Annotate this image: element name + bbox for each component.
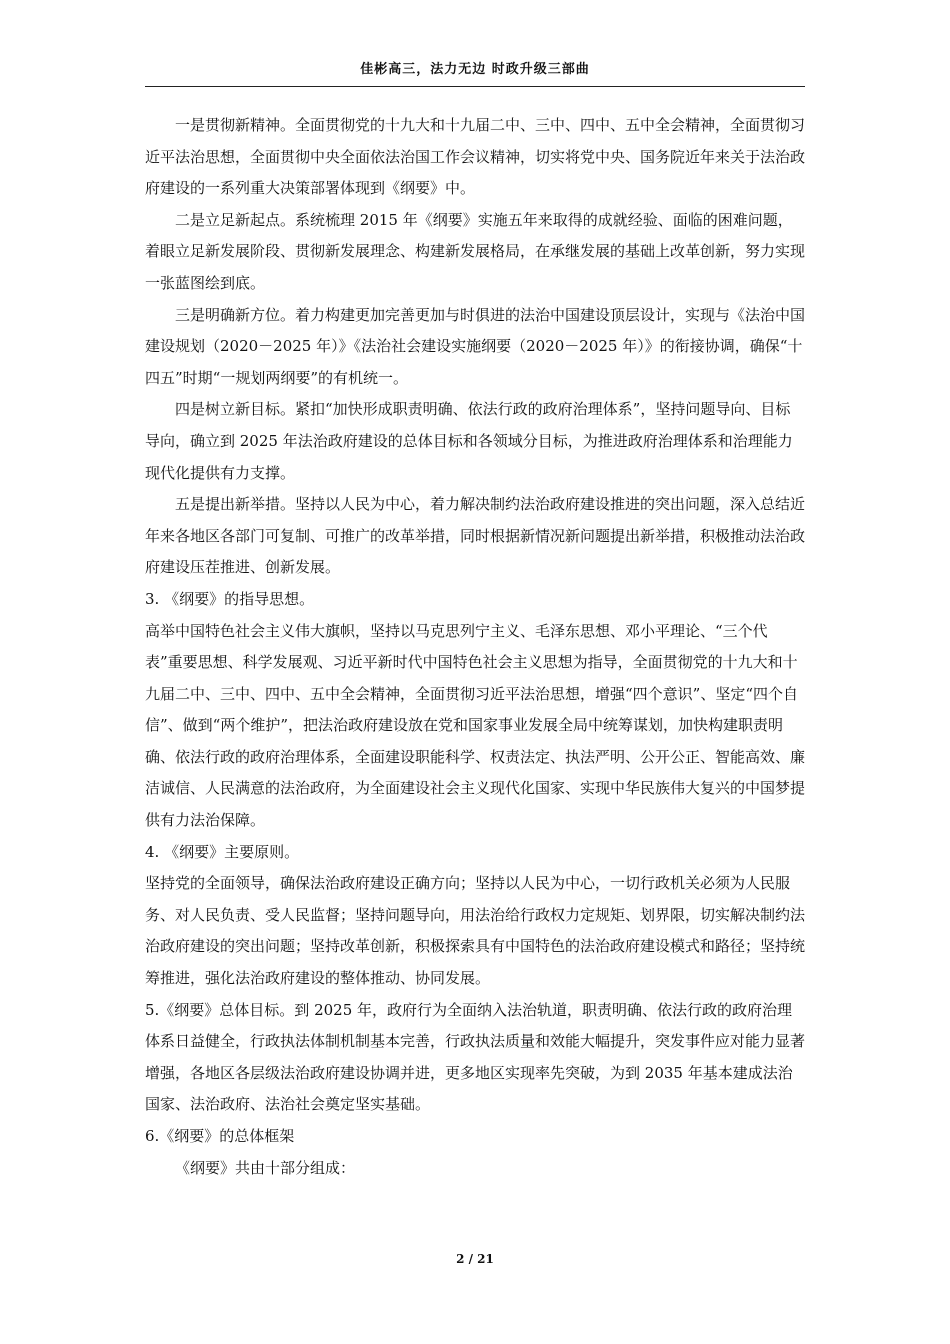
paragraph-point-five: 五是提出新举措。坚持以人民为中心，着力解决制约法治政府建设推进的突出问题，深入总结近年来各地区各部门可复制、可推广的改革举措，同时根据新情况新问题提出新举措，积极推动法治政府建设压茬推进、创新发展。 <box>145 495 806 577</box>
paragraph-point-one: 一是贯彻新精神。全面贯彻党的十九大和十九届二中、三中、四中、五中全会精神，全面贯彻习近平法治思想，全面贯彻中央全面依法治国工作会议精神，切实将党中央、国务院近年来关于法治政府建设的一系列重大决策部署体现到《纲要》中。 <box>145 116 806 198</box>
paragraph-overall-goal: 5.《纲要》总体目标。到 2025 年，政府行为全面纳入法治轨道，职责明确、依法行政的政府治理体系日益健全，行政执法体制机制基本完善，行政执法质量和效能大幅提升，突发事件应对能力显著增强，各地区各层级法治政府建设协调并进，更多地区实现率先突破，为到 2035 年基本建成法治国家、法治政府、法治社会奠定坚实基础。 <box>145 1000 806 1114</box>
paragraph-guiding-ideology: 高举中国特色社会主义伟大旗帜，坚持以马克思列宁主义、毛泽东思想、邓小平理论、“三个代表”重要思想、科学发展观、习近平新时代中国特色社会主义思想为指导，全面贯彻党的十九大和十九届二中、三中、四中、五中全会精神，全面贯彻习近平法治思想，增强“四个意识”、坚定“四个自信”、做到“两个维护”，把法治政府建设放在党和国家事业发展全局中统筹谋划，加快构建职责明确、依法行政的政府治理体系，全面建设职能科学、权责法定、执法严明、公开公正、智能高效、廉洁诚信、人民满意的法治政府，为全面建设社会主义现代化国家、实现中华民族伟大复兴的中国梦提供有力法治保障。 <box>145 621 806 830</box>
paragraph-point-two: 二是立足新起点。系统梳理 2015 年《纲要》实施五年来取得的成就经验、面临的困难问题，着眼立足新发展阶段、贯彻新发展理念、构建新发展格局，在承继发展的基础上改革创新，努力实现一张蓝图绘到底。 <box>145 210 806 292</box>
paragraph-main-principles: 坚持党的全面领导，确保法治政府建设正确方向；坚持以人民为中心，一切行政机关必须为人民服务、对人民负责、受人民监督；坚持问题导向，用法治给行政权力定规矩、划界限，切实解决制约法治政府建设的突出问题；坚持改革创新，积极探索具有中国特色的法治政府建设模式和路径；坚持统筹推进，强化法治政府建设的整体推动、协同发展。 <box>145 874 806 988</box>
header-divider <box>145 86 805 87</box>
page-number: 2 / 21 <box>456 1252 494 1266</box>
section-heading-main-principles: 4. 《纲要》主要原则。 <box>145 842 300 861</box>
paragraph-point-three: 三是明确新方位。着力构建更加完善更加与时俱进的法治中国建设顶层设计，实现与《法治中国建设规划（2020－2025 年）》《法治社会建设实施纲要（2020－2025 年）》的衔接协调，确保“十四五”时期“一规划两纲要”的有机统一。 <box>145 305 806 387</box>
section-heading-overall-framework: 6.《纲要》的总体框架 <box>145 1127 295 1145</box>
page-header: 佳彬高三，法力无边 时政升级三部曲 <box>360 62 590 77</box>
section-heading-guiding-ideology: 3. 《纲要》的指导思想。 <box>145 589 315 608</box>
document-body <box>145 110 805 1184</box>
paragraph-framework-intro: 《纲要》共由十部分组成： <box>175 1158 356 1177</box>
paragraph-point-four: 四是树立新目标。紧扣“加快形成职责明确、依法行政的政府治理体系”，坚持问题导向、目标导向，确立到 2025 年法治政府建设的总体目标和各领域分目标，为推进政府治理体系和治理能力现代化提供有力支撑。 <box>145 400 793 482</box>
